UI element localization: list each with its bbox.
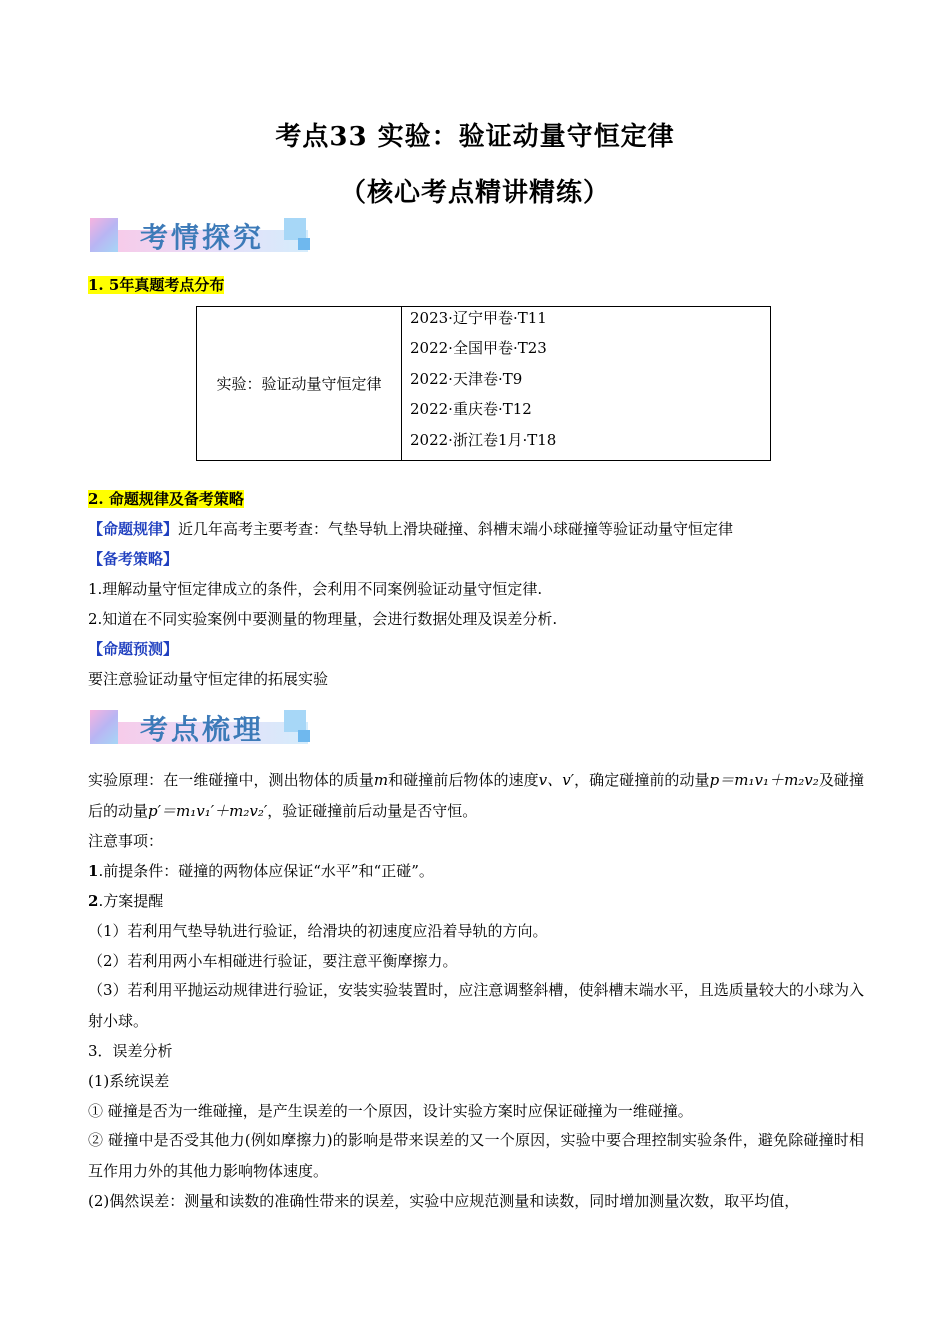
notes-label: 注意事项： (88, 832, 164, 850)
forecast-text: 要注意验证动量守恒定律的拓展实验 (88, 670, 329, 688)
note-2: 2.方案提醒 (88, 892, 164, 910)
rule-paragraph (88, 518, 733, 540)
note-2-2: （2）若利用两小车相碰进行验证，要注意平衡摩擦力。 (88, 952, 458, 970)
note-1: 1.前提条件：碰撞的两物体应保证“水平”和“正碰”。 (88, 862, 434, 880)
table-topic-cell: 实验：验证动量守恒定律 (197, 307, 402, 461)
table-item: 2022·天津卷·T9 (410, 369, 523, 388)
document-title: 考点33 实验：验证动量守恒定律 (275, 122, 675, 152)
strategy-label: 【备考策略】 (88, 550, 179, 568)
experiment-principle: 实验原理：在一维碰撞中，测出物体的质量m和碰撞前后物体的速度v、v′，确定碰撞前的动量p＝m₁v₁＋m₂v₂及碰撞后的动量p′＝m₁v₁′＋m₂v₂′，验证碰撞前后动量是否守恒。 (88, 771, 864, 820)
error-system-label: (1)系统误差 (88, 1072, 170, 1090)
error-system-2: ② 碰撞中是否受其他力(例如摩擦力)的影响是带来误差的又一个原因，实验中要合理控制实验条件，避免除碰撞时相互作用力外的其他力影响物体速度。 (88, 1131, 864, 1180)
table-item: 2022·重庆卷·T12 (410, 400, 532, 419)
section-banner-exam-analysis (88, 212, 318, 258)
document-subtitle: （核心考点精讲精练） (339, 178, 610, 208)
note-2-3: （3）若利用平抛运动规律进行验证，安装实验装置时，应注意调整斜槽，使斜槽末端水平，且选质量较大的小球为入射小球。 (88, 981, 864, 1030)
note-3: 3．误差分析 (88, 1042, 173, 1060)
section-heading-strategy: 2. 命题规律及备考策略 (88, 490, 244, 508)
strategy-item: 1.理解动量守恒定律成立的条件，会利用不同案例验证动量守恒定律. (88, 580, 543, 598)
table-item: 2023·辽宁甲卷·T11 (410, 309, 547, 327)
table-items-cell (402, 307, 771, 461)
section-heading-distribution: 1. 5年真题考点分布 (88, 276, 225, 294)
banner-title: 考情探究 (140, 221, 265, 254)
banner-title: 考点梳理 (140, 713, 265, 746)
note-2-1: （1）若利用气垫导轨进行验证，给滑块的初速度应沿着导轨的方向。 (88, 922, 548, 940)
forecast-label: 【命题预测】 (88, 640, 179, 658)
error-random: (2)偶然误差：测量和读数的准确性带来的误差，实验中应规范测量和读数，同时增加测量次数，取平均值， (88, 1192, 800, 1210)
section-banner-knowledge (88, 704, 318, 750)
table-item: 2022·全国甲卷·T23 (410, 339, 547, 358)
error-system-1: ① 碰撞是否为一维碰撞，是产生误差的一个原因，设计实验方案时应保证碰撞为一维碰撞。 (88, 1102, 693, 1120)
rule-text: 近几年高考主要考查：气垫导轨上滑块碰撞、斜槽末端小球碰撞等验证动量守恒定律 (178, 520, 734, 538)
rule-label: 【命题规律】 (88, 520, 179, 538)
exam-distribution-table (196, 306, 771, 461)
strategy-item: 2.知道在不同实验案例中要测量的物理量，会进行数据处理及误差分析. (88, 610, 558, 628)
table-item: 2022·浙江卷1月·T18 (410, 430, 557, 449)
